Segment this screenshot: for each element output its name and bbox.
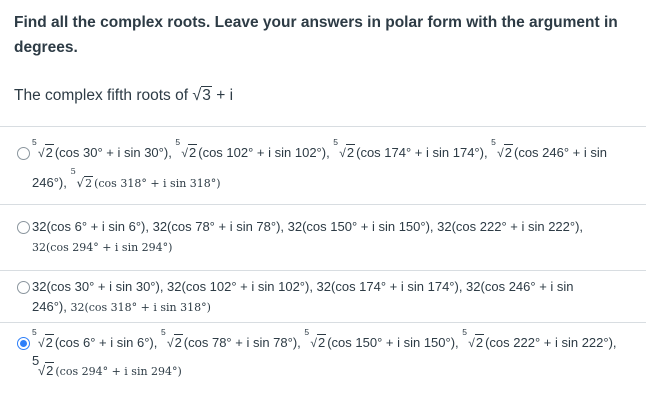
choice-a-line-1: 5 √2 (cos 30° + i sin 30°), 5 √2 (cos 102° + i sin 102°), 5 √2 (cos 174° + i sin 174°), 5 √2 (cos 246° + i sin	[32, 137, 607, 160]
question-prompt	[14, 84, 233, 107]
prompt-suffix: + i	[216, 87, 234, 104]
radio-choice-d[interactable]	[17, 337, 30, 350]
choice-d[interactable]	[0, 322, 646, 393]
prompt-prefix: The complex fifth roots of	[14, 87, 189, 104]
fifth-root-icon: 5 √2	[70, 167, 93, 190]
radio-choice-a[interactable]	[17, 147, 30, 160]
fifth-root-icon: 5 √2	[333, 137, 355, 160]
fifth-root-icon: 5 √2	[160, 327, 182, 350]
prompt-radicand: 3	[202, 87, 211, 104]
question-title: Find all the complex roots. Leave your answers in polar form with the argument in degrees.	[14, 14, 618, 56]
choice-b-line-2: 32(cos 294° + i sin 294°)	[32, 241, 173, 254]
choice-a[interactable]	[0, 126, 646, 205]
choice-d-line-2: 5 √2 (cos 294° + i sin 294°)	[32, 353, 182, 378]
fifth-root-icon: 5 √2	[491, 137, 512, 160]
fifth-root-icon: 5 √2	[32, 353, 54, 378]
choice-b[interactable]	[0, 204, 646, 271]
prompt-radical	[192, 84, 212, 107]
choice-b-line-1: 32(cos 6° + i sin 6°), 32(cos 78° + i sin 78°), 32(cos 150° + i sin 150°), 32(cos 222° + i sin 222°),	[32, 219, 584, 234]
choice-a-line-2: 246°), 5 √2 (cos 318° + i sin 318°)	[32, 167, 221, 190]
choice-c-line-2: 246°), 32(cos 318° + i sin 318°)	[32, 299, 211, 314]
choice-d-line-1: 5 √2 (cos 6° + i sin 6°), 5 √2 (cos 78° + i sin 78°), 5 √2 (cos 150° + i sin 150°), 5 √2 (cos 222° + i sin 222°),	[32, 327, 617, 350]
fifth-root-icon: 5 √2	[175, 137, 197, 160]
fifth-root-icon: 5 √2	[32, 137, 53, 160]
radio-choice-c[interactable]	[17, 281, 30, 294]
choice-c-line-1: 32(cos 30° + i sin 30°), 32(cos 102° + i sin 102°), 32(cos 174° + i sin 174°), 32(cos 246° + i sin	[32, 279, 574, 294]
radical-sign-icon: √	[192, 86, 202, 104]
radio-choice-b[interactable]	[17, 221, 30, 234]
fifth-root-icon: 5 √2	[462, 327, 484, 350]
fifth-root-icon: 5 √2	[32, 327, 53, 350]
fifth-root-icon: 5 √2	[304, 327, 326, 350]
